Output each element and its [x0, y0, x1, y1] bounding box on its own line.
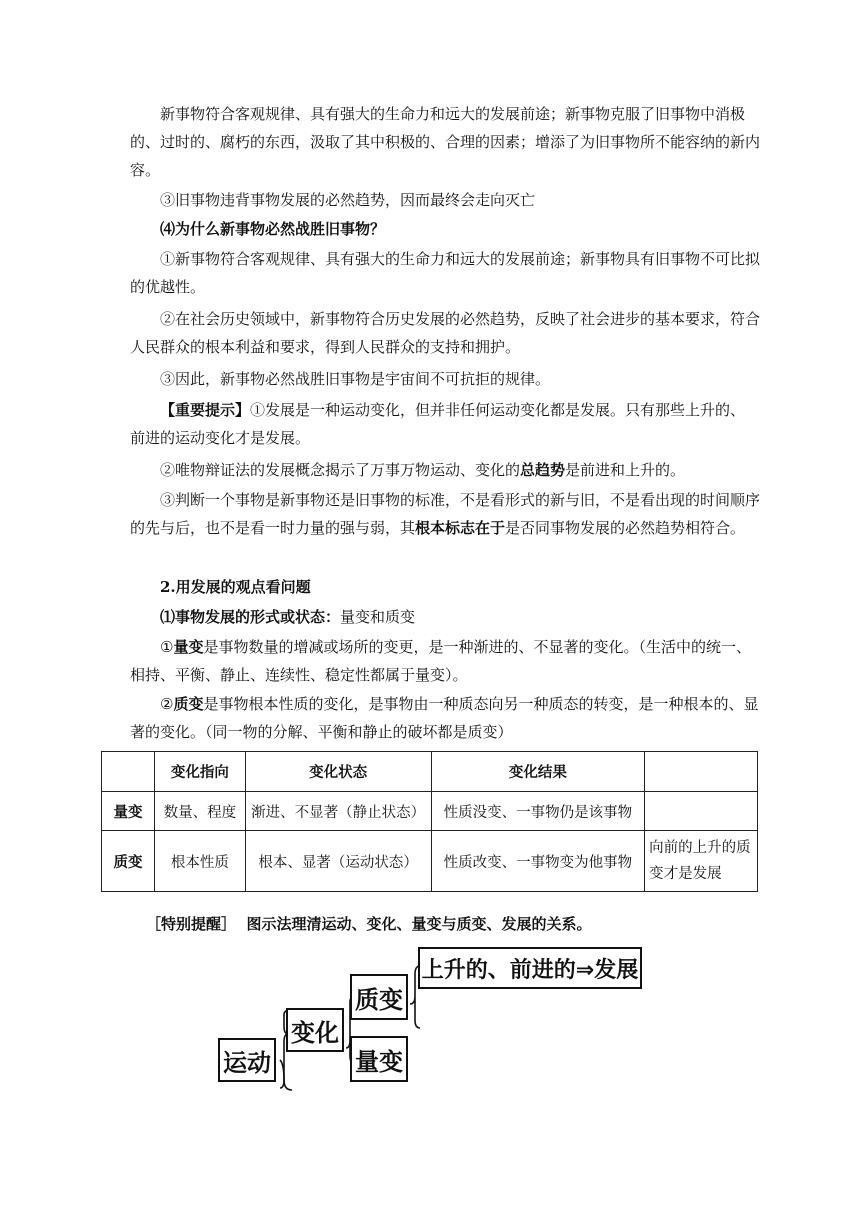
term-qualitative: 质变 — [173, 695, 204, 713]
text-span: ① — [160, 638, 174, 656]
table-header-cell — [645, 752, 758, 792]
paragraph-qualitative-change — [130, 690, 760, 746]
table-cell: 量变 — [102, 792, 155, 831]
table-cell: 质变 — [102, 831, 155, 892]
text-span: 是事物根本性质的变化，是事物由一种质态向另一种质态的转变，是一种根本的、显著的变化。（同一物的分解、平衡和静止的破坏都是质变） — [130, 695, 759, 741]
paragraph-important-tip — [130, 396, 760, 452]
paragraph-quantitative-change — [130, 633, 760, 689]
table-header-row — [102, 752, 758, 792]
comparison-table — [101, 751, 758, 892]
paragraph-judgment-criteria — [130, 486, 760, 542]
table-cell — [645, 792, 758, 831]
text-span: 是前进和上升的。 — [565, 461, 686, 479]
paragraph-reason-2: ②在社会历史领域中，新事物符合历史发展的必然趋势，反映了社会进步的基本要求，符合人民群众的根本利益和要求，得到人民群众的支持和拥护。 — [130, 310, 761, 356]
table-row — [102, 792, 758, 831]
table-header-cell: 变化结果 — [431, 752, 645, 792]
box-qualitative-change: 质变 — [350, 974, 408, 1020]
table-cell: 根本性质 — [154, 831, 245, 892]
heading-why-new-wins: ⑷为什么新事物必然战胜旧事物？ — [160, 220, 386, 238]
table-cell: 数量、程度 — [154, 792, 245, 831]
text-span: ③判断一个事物是新事物还是旧事物的标准，不是看形式的新与旧，不是看出现的时间顺序的先与后，也不是看一时力量的强与弱，其 — [130, 491, 761, 537]
special-reminder — [146, 913, 591, 934]
table-cell: 性质改变、一事物变为他事物 — [431, 831, 645, 892]
emphasis-general-trend: 总趋势 — [520, 461, 566, 479]
section-heading-development-view: 2.用发展的观点看问题 — [160, 578, 311, 596]
table-cell: 向前的上升的质变才是发展 — [645, 831, 758, 892]
brace-motion-lower — [280, 1060, 292, 1090]
text-span: 是事物数量的增减或场所的变更，是一种渐进的、不显著的变化。（生活中的统一、相持、平衡、静止、连续性、稳定性都属于量变）。 — [130, 638, 751, 684]
table-header-cell: 变化状态 — [245, 752, 431, 792]
subheading-forms-of-development — [130, 603, 760, 631]
paragraph-reason-1: ①新事物符合客观规律、具有强大的生命力和远大的发展前途；新事物具有旧事物不可比拟的优越性。 — [130, 250, 761, 296]
box-motion: 运动 — [218, 1038, 276, 1082]
text-span: ②唯物辩证法的发展概念揭示了万事万物运动、变化的 — [160, 461, 521, 479]
table-header-cell: 变化指向 — [154, 752, 245, 792]
text-span: ② — [160, 695, 174, 713]
emphasis-fundamental-sign: 根本标志在于 — [415, 519, 506, 537]
paragraph-old-things-decline: ③旧事物违背事物发展的必然趋势，因而最终会走向灭亡 — [160, 191, 536, 209]
table-cell: 根本、显著（运动状态） — [245, 831, 431, 892]
paragraph-reason-3: ③因此，新事物必然战胜旧事物是宇宙间不可抗拒的规律。 — [160, 370, 551, 388]
table-header-cell — [102, 752, 155, 792]
special-reminder-text: 图示法理清运动、变化、量变与质变、发展的关系。 — [246, 915, 592, 933]
text-span: 是否同事物发展的必然趋势相符合。 — [505, 519, 746, 537]
box-quantitative-change: 量变 — [350, 1036, 408, 1082]
subheading-label: ⑴事物发展的形式或状态： — [160, 608, 341, 626]
subheading-value: 量变和质变 — [340, 608, 416, 626]
term-quantitative: 量变 — [173, 638, 204, 656]
table-row — [102, 831, 758, 892]
table-cell: 渐进、不显著（静止状态） — [245, 792, 431, 831]
box-change: 变化 — [286, 1008, 344, 1052]
important-tip-label: 【重要提示】 — [160, 401, 251, 419]
special-reminder-label: ［特别提醒］ — [146, 915, 237, 933]
important-tip-text: ①发展是一种运动变化，但并非任何运动变化都是发展。只有那些上升的、前进的运动变化才是发展。 — [130, 401, 746, 447]
box-development: 上升的、前进的⇒发展 — [418, 947, 642, 989]
paragraph-new-things-advantages: 新事物符合客观规律、具有强大的生命力和远大的发展前途；新事物克服了旧事物中消极的、过时的、腐朽的东西，汲取了其中积极的、合理的因素；增添了为旧事物所不能容纳的新内容。 — [130, 105, 761, 179]
paragraph-general-trend — [130, 456, 760, 484]
table-cell: 性质没变、一事物仍是该事物 — [431, 792, 645, 831]
